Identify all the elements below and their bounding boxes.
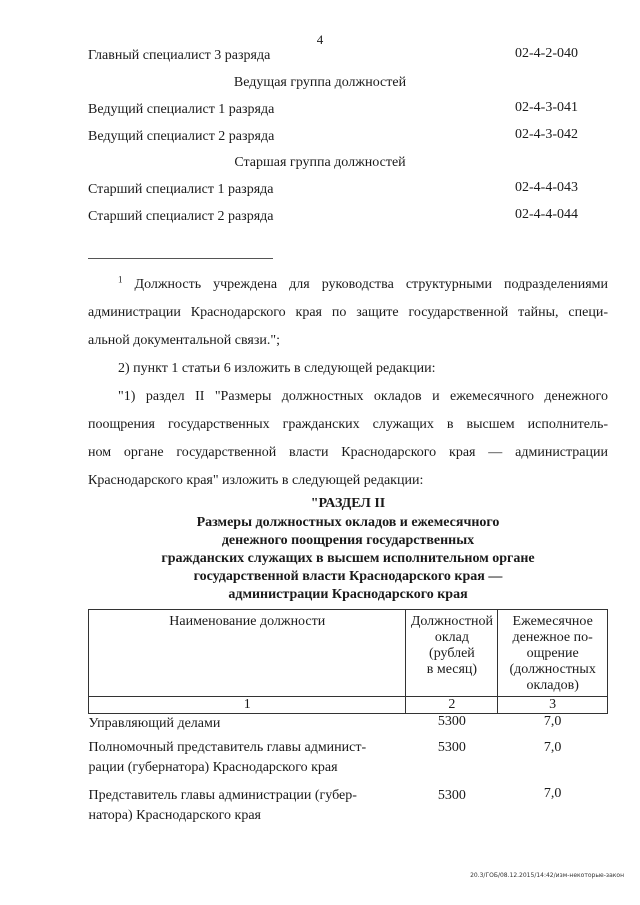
footer-stamp: 20.3/ГОБ/08.12.2015/14:42/изм-некоторые-закон xyxy=(470,872,624,879)
row-position-name: Представитель главы администрации (губер- натора) Краснодарского края xyxy=(88,788,357,823)
paragraph-line: ном органе государственной власти Краснодарского края — администрации xyxy=(88,445,608,460)
footnote-line xyxy=(88,271,608,299)
position-code: 02-4-3-042 xyxy=(515,127,578,142)
row-position-name: Управляющий делами xyxy=(88,716,221,731)
column-header-bonus: Ежемесячное денежное по- ощрение (должностных окладов) xyxy=(498,610,608,697)
position-title: Старший специалист 2 разряда xyxy=(88,209,274,224)
paragraph-item-2-1 xyxy=(88,383,608,495)
table-column-numbers-row xyxy=(89,697,608,714)
column-number: 1 xyxy=(89,697,406,714)
section-subtitle-line: администрации Краснодарского края xyxy=(228,587,468,602)
page-number: 4 xyxy=(316,32,324,47)
paragraph-line: поощрения государственных гражданских служащих в высшем исполнитель- xyxy=(88,417,608,432)
position-code: 02-4-2-040 xyxy=(515,46,578,61)
section-subtitle-line: гражданских служащих в высшем исполнительном органе xyxy=(161,551,535,566)
paragraph-line: "1) раздел II "Размеры должностных окладов и ежемесячного денежного xyxy=(118,389,608,404)
footnote-text: Должность учреждена для руководства структурными подразделениями xyxy=(134,277,608,292)
footnote-line: администрации Краснодарского края по защите государственной тайны, специ- xyxy=(88,305,608,320)
row-salary: 5300 xyxy=(437,788,466,803)
position-title: Старший специалист 1 разряда xyxy=(88,182,274,197)
row-bonus: 7,0 xyxy=(543,714,562,729)
column-header-position: Наименование должности xyxy=(89,610,406,697)
salary-table xyxy=(88,609,608,826)
row-bonus: 7,0 xyxy=(543,740,562,755)
row-salary: 5300 xyxy=(437,714,466,729)
position-code: 02-4-4-043 xyxy=(515,180,578,195)
position-title: Ведущий специалист 1 разряда xyxy=(88,102,275,117)
section-title: "РАЗДЕЛ II xyxy=(310,496,386,511)
position-code: 02-4-3-041 xyxy=(515,100,578,115)
position-title: Главный специалист 3 разряда xyxy=(88,48,271,63)
table-header-row xyxy=(89,610,608,697)
row-salary: 5300 xyxy=(437,740,466,755)
position-title: Ведущий специалист 2 разряда xyxy=(88,129,275,144)
row-bonus: 7,0 xyxy=(543,786,562,801)
column-number: 2 xyxy=(406,697,498,714)
row-position-name: Полномочный представитель главы админист- рации (губернатора) Краснодарского края xyxy=(88,740,367,775)
table-row xyxy=(89,738,608,782)
paragraph-item-2: 2) пункт 1 статьи 6 изложить в следующей редакции: xyxy=(118,361,436,376)
table-row xyxy=(89,714,608,739)
section-subtitle-line: государственной власти Краснодарского края — xyxy=(193,569,503,584)
footnote-line: альной документальной связи."; xyxy=(88,333,280,348)
column-number: 3 xyxy=(498,697,608,714)
group-heading-senior: Старшая группа должностей xyxy=(234,155,406,170)
position-code: 02-4-4-044 xyxy=(515,207,578,222)
section-subtitle xyxy=(88,514,608,604)
footnote-separator xyxy=(88,258,273,259)
table-row xyxy=(89,782,608,826)
column-header-salary: Должностной оклад (рублей в месяц) xyxy=(406,610,498,697)
group-heading-leading: Ведущая группа должностей xyxy=(233,75,407,90)
footnote-mark: 1 xyxy=(118,274,123,285)
section-subtitle-line: Размеры должностных окладов и ежемесячного xyxy=(196,515,500,530)
paragraph-line: Краснодарского края" изложить в следующей редакции: xyxy=(88,473,424,488)
section-subtitle-line: денежного поощрения государственных xyxy=(221,533,475,548)
footnote xyxy=(88,271,608,355)
